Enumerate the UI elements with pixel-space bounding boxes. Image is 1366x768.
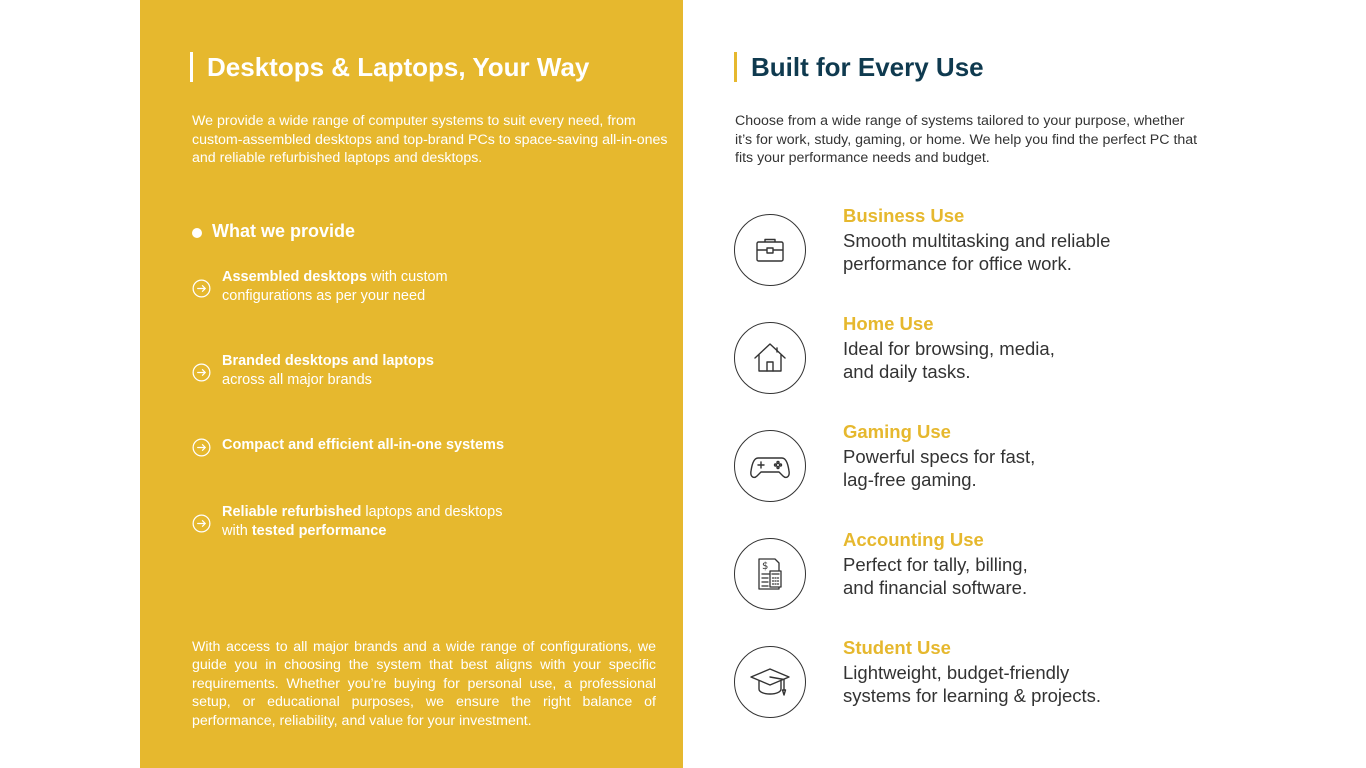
use-description: Powerful specs for fast, lag-free gaming. [843, 446, 1036, 490]
briefcase-icon [750, 230, 790, 270]
use-item-business [734, 205, 1254, 304]
provide-item-text: Compact and efficient all-in-one systems [222, 437, 505, 453]
provide-heading [192, 220, 355, 242]
arrow-circle-icon [192, 279, 211, 298]
graduation-cap-icon [749, 662, 791, 702]
arrow-circle-icon [192, 363, 211, 382]
use-icon-circle [734, 430, 806, 502]
use-item-home [734, 313, 1254, 412]
arrow-circle-icon [192, 438, 211, 457]
use-title: Home Use [843, 313, 934, 334]
right-title: Built for Every Use [734, 52, 984, 82]
svg-text:$: $ [762, 561, 769, 572]
use-icon-circle [734, 538, 806, 610]
provide-item-text: Reliable refurbished laptops and desktops with tested performance [222, 504, 503, 539]
use-description: Perfect for tally, billing, and financial software. [843, 554, 1028, 598]
bullet-dot-icon [192, 228, 202, 238]
provide-item-text: Assembled desktops with custom configurations as per your need [222, 269, 448, 304]
use-icon-circle [734, 322, 806, 394]
provide-item-text: Branded desktops and laptops across all major brands [222, 353, 434, 388]
invoice-calculator-icon [750, 554, 790, 594]
use-title: Student Use [843, 637, 951, 658]
house-icon [750, 338, 790, 378]
use-title: Gaming Use [843, 421, 951, 442]
use-title: Accounting Use [843, 529, 984, 550]
left-title: Desktops & Laptops, Your Way [190, 52, 589, 82]
gamepad-icon [748, 446, 792, 486]
arrow-circle-icon [192, 514, 211, 533]
use-icon-circle [734, 646, 806, 718]
use-item-student [734, 637, 1254, 736]
right-intro: Choose from a wide range of systems tailored to your purpose, whether it’s for work, study, gaming, or home. We help you find the perfect PC that fits your performance needs and budget. [735, 113, 1198, 166]
use-description: Lightweight, budget-friendly systems for learning & projects. [843, 662, 1102, 706]
use-description: Ideal for browsing, media, and daily tasks. [843, 338, 1055, 382]
closing-paragraph: With access to all major brands and a wide range of configurations, we guide you in choosing the system that best aligns with your specific requirements. Whether you’re buying for personal use, a professional setup, or educational purposes, we ensure the right balance of performance, reliability, and value for your investment. [192, 639, 656, 729]
use-description: Smooth multitasking and reliable performance for office work. [843, 230, 1111, 274]
left-intro: We provide a wide range of computer systems to suit every need, from custom-assembled desktops and top-brand PCs to space-saving all-in-ones and reliable refurbished laptops and desktops. [192, 113, 668, 166]
use-title: Business Use [843, 205, 965, 226]
use-icon-circle [734, 214, 806, 286]
use-item-accounting [734, 529, 1254, 628]
use-item-gaming [734, 421, 1254, 520]
provide-heading-label: What we provide [212, 221, 356, 241]
